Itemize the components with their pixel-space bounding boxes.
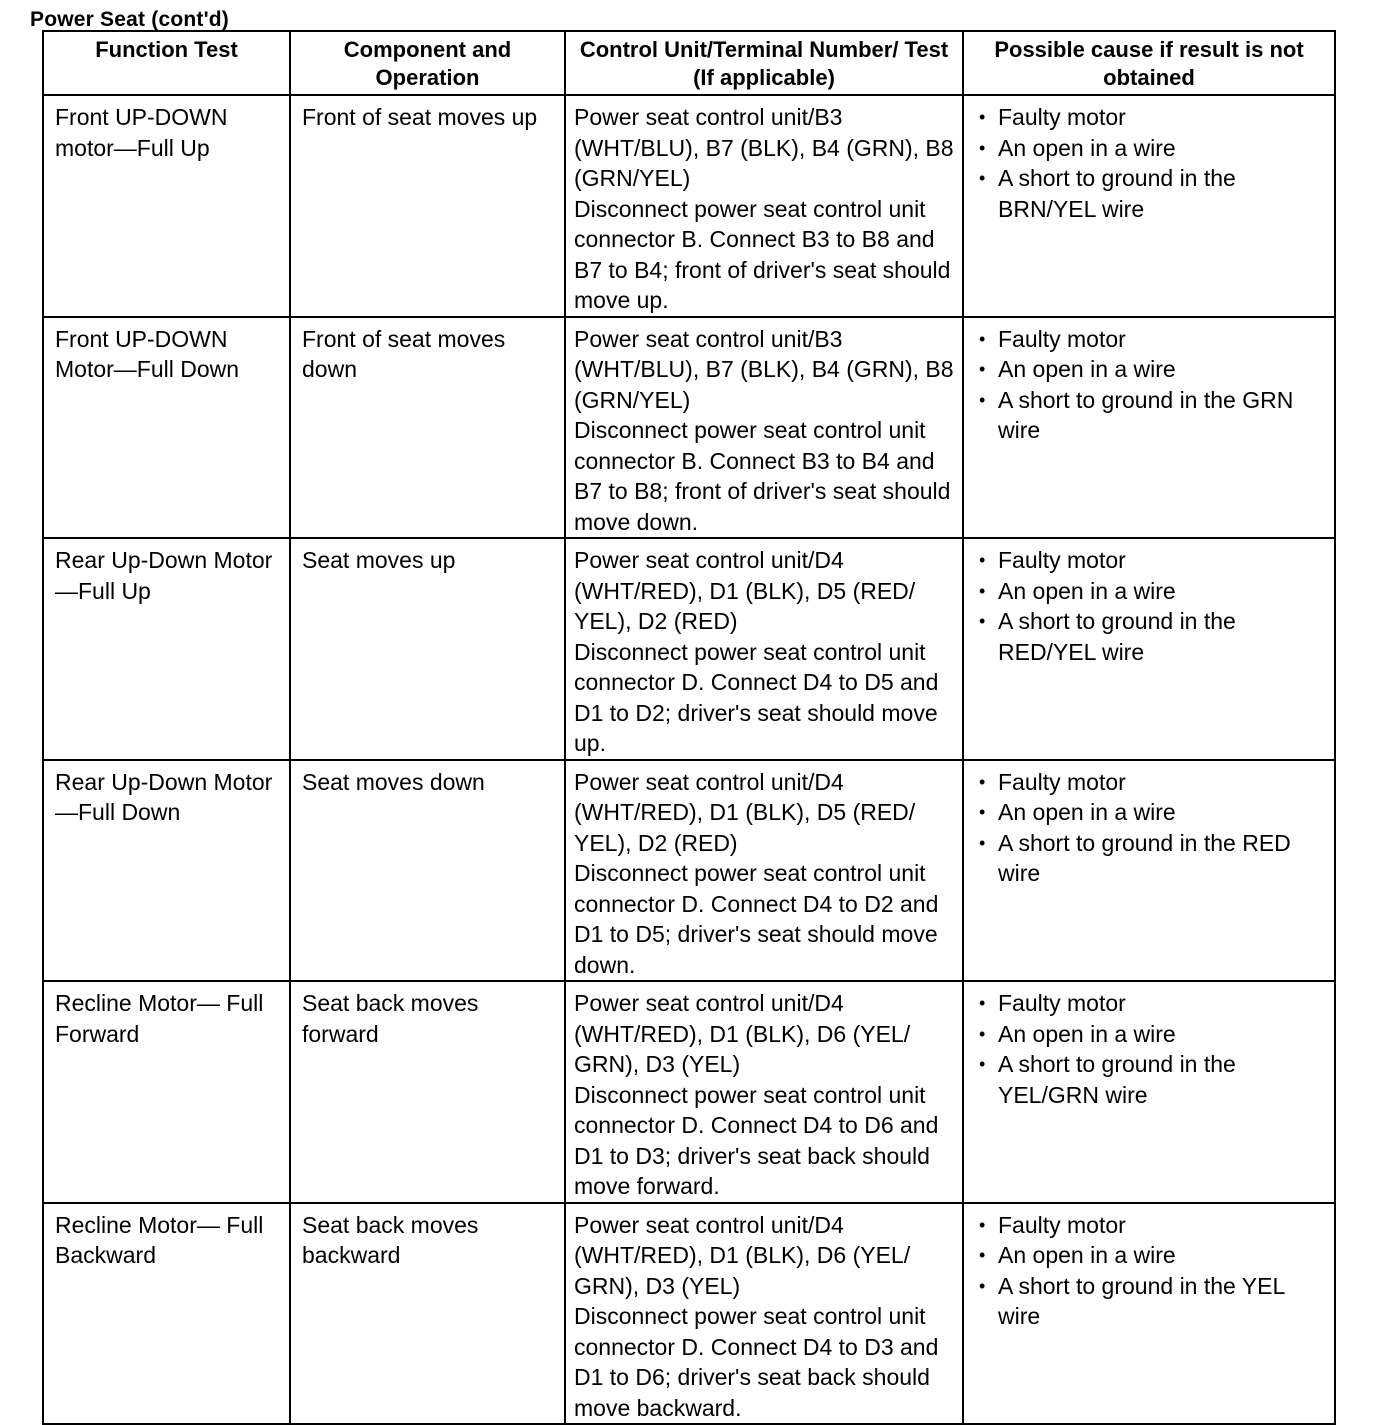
bullet-icon: • [979, 580, 986, 601]
bullet-icon: • [979, 1245, 986, 1265]
test-procedure: Disconnect power seat control unit connector B. Connect B3 to B4 and B7 to B8; front of driver's seat should move down. [574, 417, 951, 535]
cause-item [975, 606, 1326, 667]
bullet-icon: • [979, 137, 986, 158]
cause-item [975, 797, 1326, 828]
cause-text: Faulty motor [998, 990, 1126, 1016]
cause-text: Faulty motor [998, 768, 1126, 795]
possible-cause-cell [963, 95, 1335, 317]
bullet-icon: • [979, 107, 986, 127]
cause-item [975, 1271, 1326, 1332]
operation-cell: Seat moves down [290, 760, 565, 982]
bullet-icon: • [979, 168, 986, 188]
terminal-list: Power seat control unit/D4 (WHT/RED), D1 (BLK), D6 (YEL/ GRN), D3 (YEL) [574, 990, 911, 1077]
possible-cause-cell [963, 981, 1335, 1203]
cause-text: Faulty motor [998, 547, 1126, 573]
header-component-operation: Component and Operation [290, 31, 565, 95]
bullet-icon: • [979, 550, 986, 570]
control-unit-cell [565, 760, 963, 982]
function-test-cell: Recline Motor— Full Backward [43, 1203, 290, 1425]
test-procedure: Disconnect power seat control unit connector D. Connect D4 to D3 and D1 to D6; driver's seat back should move backward. [574, 1303, 939, 1421]
terminal-list: Power seat control unit/B3 (WHT/BLU), B7 (BLK), B4 (GRN), B8 (GRN/YEL) [574, 104, 954, 191]
function-test-cell: Rear Up-Down Motor—Full Up [43, 538, 290, 760]
table-row [43, 760, 1335, 982]
cause-item [975, 1049, 1326, 1110]
cause-text: A short to ground in the YEL/GRN wire [998, 1051, 1236, 1108]
bullet-icon: • [979, 359, 986, 379]
cause-text: Faulty motor [998, 1211, 1126, 1238]
cause-item [975, 133, 1326, 164]
bullet-icon: • [979, 1275, 986, 1296]
cause-text: A short to ground in the BRN/YEL wire [998, 165, 1236, 222]
cause-list [975, 324, 1326, 446]
cause-item [975, 1210, 1326, 1241]
bullet-icon: • [979, 802, 986, 822]
terminal-list: Power seat control unit/D4 (WHT/RED), D1 (BLK), D5 (RED/ YEL), D2 (RED) [574, 768, 916, 856]
test-procedure: Disconnect power seat control unit connector D. Connect D4 to D6 and D1 to D3; driver's seat back should move forward. [574, 1081, 939, 1199]
terminal-list: Power seat control unit/D4 (WHT/RED), D1 (BLK), D5 (RED/ YEL), D2 (RED) [574, 547, 916, 634]
cause-list [975, 767, 1326, 889]
bullet-icon: • [979, 993, 986, 1013]
cause-item [975, 324, 1326, 355]
cause-item [975, 576, 1326, 607]
test-procedure: Disconnect power seat control unit connector D. Connect D4 to D5 and D1 to D2; driver's seat should move up. [574, 638, 939, 756]
operation-cell: Seat back moves forward [290, 981, 565, 1203]
bullet-icon: • [979, 1214, 986, 1235]
function-test-cell: Front UP-DOWN Motor—Full Down [43, 317, 290, 539]
cause-item [975, 1019, 1326, 1050]
cause-list [975, 988, 1326, 1110]
function-test-cell: Rear Up-Down Motor—Full Down [43, 760, 290, 982]
cause-list [975, 102, 1326, 224]
operation-cell: Seat moves up [290, 538, 565, 760]
terminal-list: Power seat control unit/B3 (WHT/BLU), B7 (BLK), B4 (GRN), B8 (GRN/YEL) [574, 325, 954, 413]
control-unit-cell [565, 95, 963, 317]
cause-item [975, 1240, 1326, 1271]
possible-cause-cell [963, 538, 1335, 760]
cause-item [975, 988, 1326, 1019]
cause-list [975, 545, 1326, 667]
header-possible-cause: Possible cause if result is not obtained [963, 31, 1335, 95]
bullet-icon: • [979, 611, 986, 631]
cause-text: A short to ground in the RED wire [998, 829, 1291, 886]
cause-item [975, 102, 1326, 133]
table-row [43, 538, 1335, 760]
cause-text: A short to ground in the GRN wire [998, 386, 1294, 443]
cause-item [975, 828, 1326, 889]
table-row [43, 981, 1335, 1203]
bullet-icon: • [979, 328, 986, 349]
cause-text: A short to ground in the YEL wire [998, 1272, 1285, 1329]
cause-item [975, 354, 1326, 385]
table-row [43, 1203, 1335, 1425]
test-procedure: Disconnect power seat control unit connector D. Connect D4 to D2 and D1 to D5; driver's seat should move down. [574, 860, 939, 978]
function-test-cell: Front UP-DOWN motor—Full Up [43, 95, 290, 317]
cause-text: An open in a wire [998, 1242, 1176, 1268]
cause-text: An open in a wire [998, 577, 1176, 604]
cause-item [975, 545, 1326, 576]
header-control-unit-terminal: Control Unit/Terminal Number/ Test (If applicable) [565, 31, 963, 95]
bullet-icon: • [979, 1054, 986, 1074]
cause-text: Faulty motor [998, 325, 1126, 352]
cause-text: A short to ground in the RED/YEL wire [998, 608, 1236, 665]
table-row [43, 317, 1335, 539]
possible-cause-cell [963, 760, 1335, 982]
table-header-row [43, 31, 1335, 95]
operation-cell: Seat back moves backward [290, 1203, 565, 1425]
bullet-icon: • [979, 771, 986, 792]
cause-text: Faulty motor [998, 104, 1126, 130]
control-unit-cell [565, 317, 963, 539]
cause-text: An open in a wire [998, 356, 1176, 382]
table-row [43, 95, 1335, 317]
header-function-test: Function Test [43, 31, 290, 95]
bullet-icon: • [979, 1023, 986, 1044]
page-title: Power Seat (cont'd) [30, 8, 229, 31]
cause-item [975, 767, 1326, 798]
cause-text: An open in a wire [998, 134, 1176, 161]
bullet-icon: • [979, 832, 986, 853]
bullet-icon: • [979, 389, 986, 410]
power-seat-test-table [42, 30, 1336, 1425]
cause-text: An open in a wire [998, 799, 1176, 825]
control-unit-cell [565, 1203, 963, 1425]
possible-cause-cell [963, 317, 1335, 539]
operation-cell: Front of seat moves up [290, 95, 565, 317]
cause-list [975, 1210, 1326, 1332]
possible-cause-cell [963, 1203, 1335, 1425]
control-unit-cell [565, 538, 963, 760]
control-unit-cell [565, 981, 963, 1203]
test-procedure: Disconnect power seat control unit connector B. Connect B3 to B8 and B7 to B4; front of driver's seat should move up. [574, 195, 951, 313]
function-test-cell: Recline Motor— Full Forward [43, 981, 290, 1203]
cause-text: An open in a wire [998, 1020, 1176, 1047]
cause-item [975, 163, 1326, 224]
cause-item [975, 385, 1326, 446]
terminal-list: Power seat control unit/D4 (WHT/RED), D1 (BLK), D6 (YEL/ GRN), D3 (YEL) [574, 1211, 911, 1299]
operation-cell: Front of seat moves down [290, 317, 565, 539]
